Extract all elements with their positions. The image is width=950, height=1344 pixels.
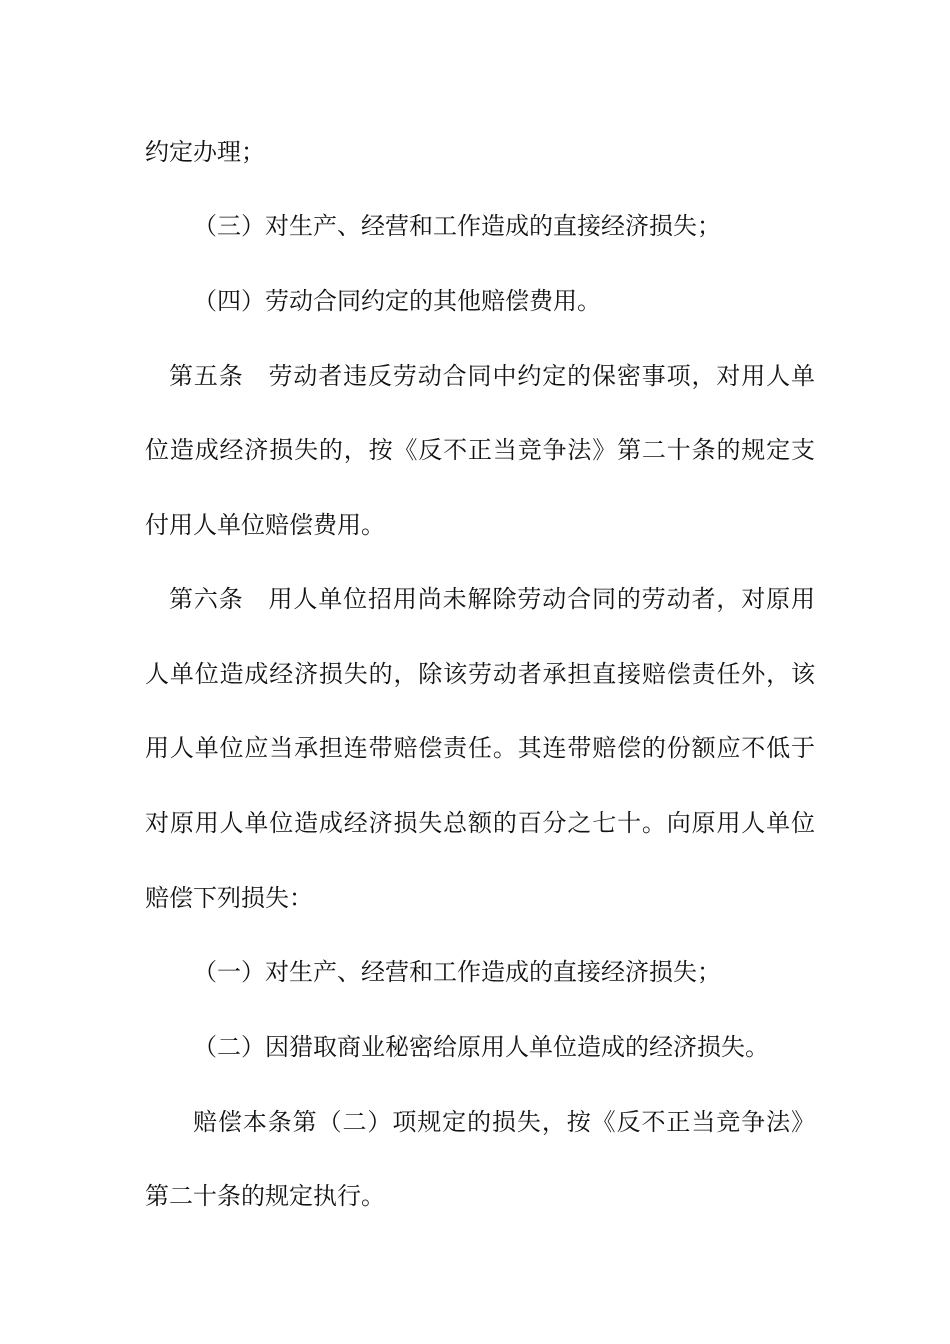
item-two: （二）因猎取商业秘密给原用人单位造成的经济损失。 [193, 1033, 769, 1061]
item-one: （一）对生产、经营和工作造成的直接经济损失； [193, 958, 721, 986]
compensation-line-2: 第二十条的规定执行。 [145, 1182, 385, 1210]
article-five-line-3: 付用人单位赔偿费用。 [145, 511, 385, 539]
article-six-line-5: 赔偿下列损失： [145, 884, 313, 912]
text-line-1: 约定办理； [145, 138, 265, 166]
item-four: （四）劳动合同约定的其他赔偿费用。 [193, 287, 601, 315]
article-five-line-2: 位造成经济损失的，按《反不正当竞争法》第二十条的规定支 [145, 436, 815, 464]
item-three: （三）对生产、经营和工作造成的直接经济损失； [193, 212, 721, 240]
article-six-line-3: 用人单位应当承担连带赔偿责任。其连带赔偿的份额应不低于 [145, 734, 815, 762]
article-five-line-1: 第五条 劳动者违反劳动合同中约定的保密事项，对用人单 [169, 362, 815, 390]
article-six-line-1: 第六条 用人单位招用尚未解除劳动合同的劳动者，对原用 [169, 585, 815, 613]
article-six-line-4: 对原用人单位造成经济损失总额的百分之七十。向原用人单位 [145, 809, 815, 837]
article-six-line-2: 人单位造成经济损失的，除该劳动者承担直接赔偿责任外，该 [145, 660, 815, 688]
compensation-line-1: 赔偿本条第（二）项规定的损失，按《反不正当竞争法》 [193, 1108, 815, 1136]
